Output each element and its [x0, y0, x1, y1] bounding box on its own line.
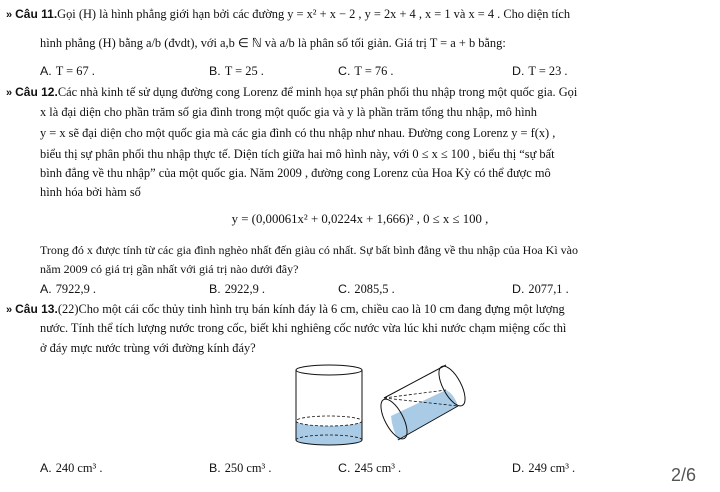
- q11-text-1: Gọi (H) là hình phẳng giới hạn bởi các đường y = x² + x − 2 , y = 2x + 4 , x = 1 và x = 4 . Cho diện tích: [57, 7, 571, 21]
- q11-head: Câu 11.: [15, 7, 58, 21]
- q12-text-1: Các nhà kinh tế sử dụng đường cong Lorenz để minh họa sự phân phối thu nhập trong một quốc gia. Gọi: [57, 85, 578, 99]
- q13-option-c[interactable]: C. 245 cm³ .: [338, 461, 402, 475]
- page-number: 2/6: [670, 465, 696, 485]
- q12-line7: Trong đó x được tính từ các gia đình nghèo nhất đến giàu có nhất. Sự bất bình đẳng về thu nhập của Hoa Kì vào: [40, 243, 578, 257]
- q12-line4: biểu thị sự phân phối thu nhập thực tế. Diện tích giữa hai mô hình này, với 0 ≤ x ≤ 100 , biểu thị “sự bất: [40, 147, 555, 161]
- q13-line3: ở đáy mực nước trùng với đường kính đáy?: [40, 341, 256, 355]
- upright-cup: [296, 365, 362, 445]
- q12-option-c[interactable]: C. 2085,5 .: [338, 282, 395, 296]
- q11-option-c[interactable]: C. T = 76 .: [338, 64, 394, 78]
- q13-line2: nước. Tính thể tích lượng nước trong cốc, biết khi nghiêng cốc nước vừa lúc khi nước chạm miệng cốc thì: [40, 321, 567, 335]
- q13-option-d[interactable]: D. 249 cm³ .: [512, 461, 576, 475]
- q12-line6: hình hóa bởi hàm số: [40, 185, 141, 199]
- q13-head: Câu 13.: [15, 302, 58, 316]
- q13-option-a[interactable]: A. 240 cm³ .: [40, 461, 103, 475]
- bullet-icon: »: [6, 87, 13, 99]
- q12-line8: năm 2009 có giá trị gần nhất với giá trị nào dưới đây?: [40, 262, 299, 276]
- q11-option-a[interactable]: A. T = 67 .: [40, 64, 95, 78]
- q12-line3: y = x sẽ đại diện cho một quốc gia mà các gia đình có thu nhập như nhau. Đường cong Lorenz y = f(x) ,: [40, 126, 556, 140]
- q12-option-d[interactable]: D. 2077,1 .: [512, 282, 569, 296]
- q12-formula: y = (0,00061x² + 0,0224x + 1,666)² , 0 ≤ x ≤ 100 ,: [231, 212, 489, 226]
- q12-head: Câu 12.: [15, 85, 58, 99]
- q12-option-b[interactable]: B. 2922,9 .: [209, 282, 265, 296]
- q12-line5: bình đẳng về thu nhập” của một quốc gia. Năm 2009 , đường cong Lorenz của Hoa Kỳ có thể được mô: [40, 166, 551, 180]
- q11-option-b[interactable]: B. T = 25 .: [209, 64, 264, 78]
- tilted-cup: [376, 362, 471, 442]
- q11-line2: hình phẳng (H) bằng a/b (đvdt), với a,b ∈ ℕ và a/b là phân số tối giản. Giá trị T = a + b bằng:: [40, 36, 506, 50]
- bullet-icon: »: [6, 304, 13, 316]
- q12-line2: x là đại diện cho phần trăm số gia đình trong một quốc gia và y là phần trăm tổng thu nhập, mô hình: [40, 105, 537, 119]
- q11-option-d[interactable]: D. T = 23 .: [512, 64, 568, 78]
- q12-option-a[interactable]: A. 7922,9 .: [40, 282, 96, 296]
- q13-text-1: (22)Cho một cái cốc thủy tinh hình trụ bán kính đáy là 6 cm, chiều cao là 10 cm đang đựng một lượng: [57, 302, 565, 316]
- bullet-icon: »: [6, 9, 13, 21]
- q13-option-b[interactable]: B. 250 cm³ .: [209, 461, 272, 475]
